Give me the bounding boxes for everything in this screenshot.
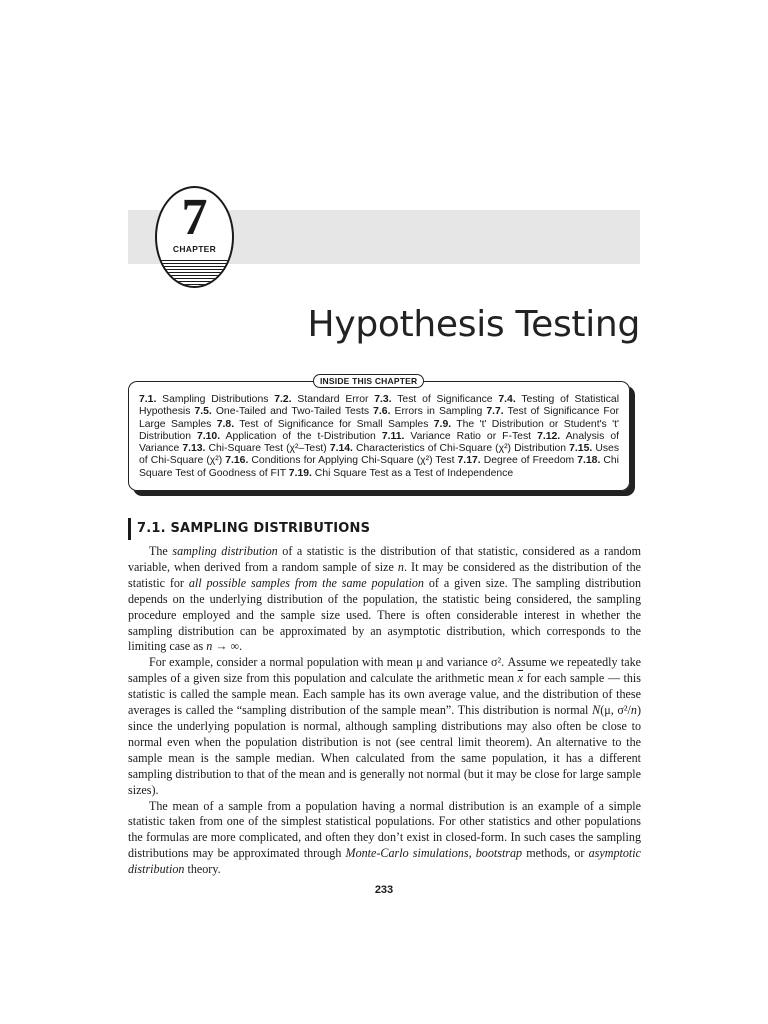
toc-item-number: 7.14. (329, 443, 353, 455)
text-run: methods, or (522, 846, 589, 861)
toc-item-number: 7.2. (274, 394, 292, 405)
text-run: Monte-Carlo simulations (345, 846, 469, 861)
paragraph-3 (128, 799, 641, 879)
chapter-badge (155, 186, 234, 288)
toc-item-text: Uses of Chi-Square (χ²) (139, 443, 620, 467)
section-heading: 7.1. SAMPLING DISTRIBUTIONS (128, 518, 370, 540)
toc-item-text: Standard Error (291, 394, 375, 405)
chapter-title: Hypothesis Testing (307, 304, 640, 345)
paragraph-1 (128, 544, 641, 655)
toc-item-number: 7.18. (577, 455, 601, 467)
text-run: of a statistic is the distribution of that statistic, considered as a random variable, when derived from a random sample of size (128, 544, 641, 574)
text-run: (μ, σ²/ (600, 703, 631, 718)
inside-chapter-box (128, 381, 630, 491)
text-run: sampling distribution (172, 544, 278, 558)
toc-item-number: 7.17. (457, 455, 481, 467)
paragraph-2 (128, 655, 641, 798)
body-text (128, 544, 641, 878)
toc-item-text: Sampling Distributions (156, 394, 275, 405)
page-number: 233 (374, 884, 394, 896)
toc-item-text: The 't' Distribution or Student's 't' Distribution (139, 418, 619, 442)
text-run: theory. (184, 862, 221, 877)
inside-chapter-contents (139, 394, 619, 479)
text-run: ) since the underlying population is normal, although sampling distributions may also often be close to normal even when the population distribution is not (see central limit theorem). An alternative to the sample mean is the sample median. When calculated from the same population, it has a different sampling distribution to that of the mean and is generally not normal (but it may be close for large sample sizes). (128, 703, 641, 797)
toc-item-number: 7.7. (486, 406, 504, 418)
toc-item-number: 7.3. (374, 394, 392, 405)
toc-item-number: 7.13. (182, 443, 206, 455)
text-run: $\overline{x}$ (517, 671, 524, 686)
toc-item-text: Test of Significance (391, 394, 499, 405)
toc-item-text: Variance Ratio or F-Test (404, 430, 538, 442)
toc-item-number: 7.16. (225, 455, 249, 467)
toc-item-text: Conditions for Applying Chi-Square (χ²) Test (248, 455, 458, 467)
text-run: for each sample — this statistic is called the sample mean. Each sample has its own average value, and the distribution of these averages is called the “sampling distribution of the sample mean”. This distribution is normal (128, 671, 641, 718)
toc-item-text: Errors in Sampling (390, 406, 487, 418)
text-run: N (592, 703, 601, 718)
toc-item-text: Chi Square Test as a Test of Independence (311, 467, 514, 479)
chapter-badge-stripes (157, 258, 232, 288)
text-run: , (468, 846, 476, 861)
text-run: The (149, 544, 173, 558)
inside-chapter-label: INSIDE THIS CHAPTER (313, 374, 424, 388)
text-run: n (397, 559, 404, 574)
toc-item-text: Characteristics of Chi-Square (χ²) Distribution (352, 443, 570, 455)
toc-item-text: Analysis of Variance (139, 430, 619, 455)
toc-item-number: 7.19. (288, 467, 312, 479)
toc-item-number: 7.9. (433, 418, 452, 430)
toc-item-text: Testing of Statistical Hypothesis (139, 394, 620, 418)
chapter-label: CHAPTER (172, 244, 217, 254)
toc-item-text: Degree of Freedom (480, 455, 578, 467)
text-run: all possible samples from the same population (188, 575, 424, 590)
toc-item-number: 7.12. (537, 430, 561, 442)
toc-item-text: Test of Significance For Large Samples (139, 406, 619, 430)
toc-item-number: 7.10. (196, 430, 221, 442)
text-run: → ∞. (212, 639, 243, 654)
toc-item-text: Chi-Square Test (χ²–Test) (205, 443, 330, 455)
toc-item-number: 7.1. (139, 394, 157, 405)
text-run: . It may be considered as the distribution of the statistic for (128, 559, 641, 590)
chapter-number: 7 (181, 189, 208, 246)
text-run: For example, consider a normal population with mean μ and variance σ². Assume we repeatedly take samples of a given size from this population and calculate the arithmetic mean (128, 655, 641, 686)
text-run: of a given size. The sampling distribution depends on the underlying distribution of the population, the statistic being considered, the sampling procedure employed and the sample size used. There is often considerable interest in whether the sampling distribution can be approximated by an asymptotic distribution, which corresponds to the limiting case as (128, 575, 641, 654)
toc-item-text: Chi Square Test of Goodness of FIT (139, 455, 619, 479)
text-run: asymptotic distribution (128, 846, 641, 877)
toc-item-text: Test of Significance for Small Samples (234, 418, 434, 430)
toc-item-number: 7.4. (498, 394, 516, 405)
toc-item-number: 7.5. (194, 406, 212, 418)
toc-item-number: 7.6. (373, 406, 391, 418)
text-run: bootstrap (475, 846, 523, 861)
toc-item-number: 7.8. (216, 418, 235, 430)
toc-item-text: Application of the t-Distribution (220, 430, 382, 442)
text-run: n (206, 639, 213, 654)
toc-item-text: One-Tailed and Two-Tailed Tests (211, 406, 374, 418)
text-run: n (630, 703, 637, 718)
toc-item-number: 7.15. (569, 443, 593, 455)
toc-item-number: 7.11. (381, 430, 405, 442)
text-run: The mean of a sample from a population having a normal distribution is an example of a simple statistic taken from one of the simplest statistical populations. For other statistics and other populations the formulas are more complicated, and often they don’t exist in closed-form. In such cases the sampling distributions may be approximated through (128, 798, 641, 861)
